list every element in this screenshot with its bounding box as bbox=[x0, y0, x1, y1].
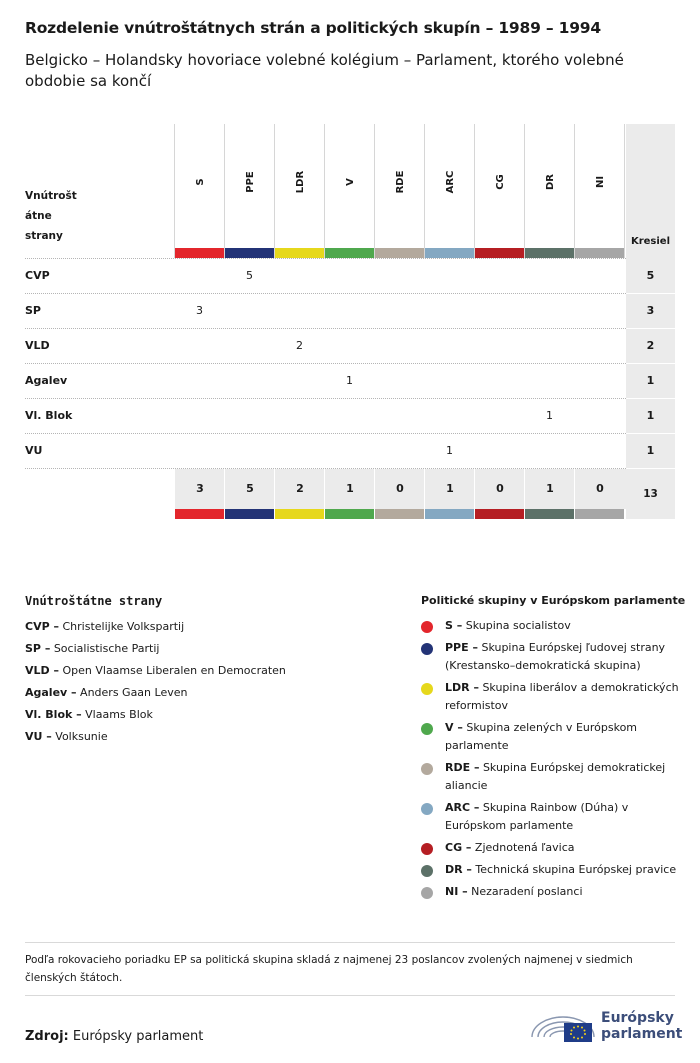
column-header-ppe bbox=[238, 170, 262, 194]
column-separator bbox=[474, 124, 475, 258]
political-group-legend-item bbox=[445, 883, 680, 901]
column-color-bar bbox=[275, 509, 324, 519]
row-label: SP bbox=[25, 304, 41, 317]
column-color-bar bbox=[275, 248, 324, 258]
column-color-bar bbox=[525, 248, 574, 258]
row-header-line: Vnútrošt bbox=[25, 190, 77, 202]
group-color-dot-icon bbox=[421, 621, 433, 633]
political-group-legend-item bbox=[445, 861, 680, 879]
source-label: Zdroj: bbox=[25, 1029, 69, 1044]
table-cell: 1 bbox=[446, 444, 453, 457]
column-header-s bbox=[188, 170, 212, 194]
legend-abbreviation: DR – bbox=[445, 863, 472, 876]
chart-title: Rozdelenie vnútroštátnych strán a politických skupín – 1989 – 1994 bbox=[25, 19, 601, 37]
source-line bbox=[25, 1029, 203, 1044]
logo-text bbox=[601, 1010, 682, 1042]
column-separator bbox=[624, 124, 625, 258]
legend-abbreviation: LDR – bbox=[445, 681, 479, 694]
column-header-label: RDE bbox=[394, 170, 406, 194]
column-header-label: ARC bbox=[444, 170, 456, 194]
column-separator bbox=[224, 124, 225, 258]
row-label: VLD bbox=[25, 339, 50, 352]
legend-abbreviation: CVP – bbox=[25, 620, 59, 633]
row-header bbox=[25, 186, 95, 246]
column-color-bar bbox=[475, 509, 524, 519]
legend-full-name: Skupina Európskej demokratickej aliancie bbox=[445, 761, 666, 792]
legend-abbreviation: V – bbox=[445, 721, 463, 734]
logo-line: parlament bbox=[601, 1026, 683, 1042]
column-header-arc bbox=[438, 170, 462, 194]
column-separator bbox=[524, 124, 525, 258]
column-header-rde bbox=[388, 170, 412, 194]
row-total: 3 bbox=[646, 304, 655, 317]
column-header-ldr bbox=[288, 170, 312, 194]
table-cell: 5 bbox=[246, 269, 253, 282]
column-header-label: NI bbox=[594, 175, 606, 189]
group-color-dot-icon bbox=[421, 763, 433, 775]
legend-abbreviation: Agalev – bbox=[25, 686, 77, 699]
legend-abbreviation: PPE – bbox=[445, 641, 478, 654]
political-group-legend-item bbox=[445, 839, 680, 857]
group-color-dot-icon bbox=[421, 683, 433, 695]
political-group-legend-item bbox=[445, 759, 680, 795]
column-header-label: DR bbox=[544, 174, 556, 191]
column-color-bar bbox=[325, 509, 374, 519]
column-header-label: CG bbox=[494, 174, 506, 190]
table-cell: 3 bbox=[196, 304, 203, 317]
column-color-bar bbox=[575, 509, 624, 519]
column-total: 0 bbox=[396, 482, 404, 495]
political-group-legend-item bbox=[445, 799, 680, 835]
column-total: 1 bbox=[446, 482, 454, 495]
national-party-legend-item bbox=[25, 664, 286, 677]
column-color-bar bbox=[175, 509, 224, 519]
legend-full-name: Skupina zelených v Európskom parlamente bbox=[445, 721, 638, 752]
column-color-bar bbox=[525, 509, 574, 519]
column-separator bbox=[174, 124, 175, 258]
column-header-v bbox=[338, 170, 362, 194]
legend-abbreviation: SP – bbox=[25, 642, 51, 655]
column-color-bar bbox=[425, 509, 474, 519]
column-color-bar bbox=[175, 248, 224, 258]
political-group-legend-item bbox=[445, 617, 680, 635]
national-party-legend-item bbox=[25, 642, 159, 655]
column-color-bar bbox=[225, 509, 274, 519]
group-color-dot-icon bbox=[421, 643, 433, 655]
column-header-dr bbox=[538, 170, 562, 194]
table-cell: 2 bbox=[296, 339, 303, 352]
legend-full-name: Anders Gaan Leven bbox=[76, 686, 188, 699]
row-label: CVP bbox=[25, 269, 50, 282]
column-color-bar bbox=[375, 248, 424, 258]
column-separator bbox=[574, 124, 575, 258]
legend-abbreviation: Vl. Blok – bbox=[25, 708, 82, 721]
legend-full-name: Christelijke Volkspartij bbox=[58, 620, 185, 633]
row-divider bbox=[25, 433, 626, 434]
row-label: Vl. Blok bbox=[25, 409, 73, 422]
legend-abbreviation: VU – bbox=[25, 730, 52, 743]
row-header-line: átne bbox=[25, 210, 52, 222]
source-value: Európsky parlament bbox=[68, 1029, 204, 1044]
group-color-dot-icon bbox=[421, 723, 433, 735]
column-total: 1 bbox=[546, 482, 554, 495]
grand-total: 13 bbox=[626, 469, 675, 519]
row-label: VU bbox=[25, 444, 43, 457]
footnote: Podľa rokovacieho poriadku EP sa politická skupina skladá z najmenej 23 poslancov zvolených najmenej v siedmich členských štátoch. bbox=[25, 954, 633, 984]
logo-line: Európsky bbox=[601, 1010, 674, 1026]
political-group-legend-item bbox=[445, 679, 680, 715]
political-group-legend-item bbox=[445, 639, 680, 675]
legend-full-name: Volksunie bbox=[51, 730, 108, 743]
legend-full-name: Open Vlaamse Liberalen en Democraten bbox=[58, 664, 286, 677]
legend-full-name: Skupina liberálov a demokratických reformistov bbox=[445, 681, 679, 712]
legend-full-name: Vlaams Blok bbox=[81, 708, 153, 721]
legend-abbreviation: S – bbox=[445, 619, 463, 632]
group-color-dot-icon bbox=[421, 865, 433, 877]
column-total: 2 bbox=[296, 482, 304, 495]
column-header-label: S bbox=[194, 178, 206, 186]
row-total: 5 bbox=[646, 269, 655, 282]
legend-abbreviation: ARC – bbox=[445, 801, 480, 814]
column-color-bar bbox=[325, 248, 374, 258]
legend-abbreviation: NI – bbox=[445, 885, 468, 898]
legend-full-name: Socialistische Partij bbox=[50, 642, 160, 655]
national-parties-legend-title: Vnútroštátne strany bbox=[25, 594, 163, 608]
political-group-legend-item bbox=[445, 719, 680, 755]
row-label: Agalev bbox=[25, 374, 68, 387]
column-total: 0 bbox=[596, 482, 604, 495]
national-party-legend-item bbox=[25, 730, 108, 743]
column-header-label: V bbox=[344, 178, 356, 186]
political-groups-legend-title: Politické skupiny v Európskom parlamente bbox=[421, 594, 686, 607]
row-total: 1 bbox=[646, 444, 655, 457]
legend-abbreviation: RDE – bbox=[445, 761, 480, 774]
seat-distribution-table bbox=[0, 0, 700, 530]
divider bbox=[25, 942, 675, 943]
row-total: 1 bbox=[646, 374, 655, 387]
divider bbox=[25, 995, 675, 996]
national-party-legend-item bbox=[25, 686, 187, 699]
row-total: 1 bbox=[646, 409, 655, 422]
column-header-cg bbox=[488, 170, 512, 194]
column-color-bar bbox=[425, 248, 474, 258]
column-color-bar bbox=[225, 248, 274, 258]
row-divider bbox=[25, 293, 626, 294]
column-total: 1 bbox=[346, 482, 354, 495]
legend-full-name: Skupina Rainbow (Dúha) v Európskom parlamente bbox=[445, 801, 629, 832]
column-color-bar bbox=[475, 248, 524, 258]
column-separator bbox=[424, 124, 425, 258]
seats-header: Kresiel bbox=[630, 236, 671, 247]
legend-full-name: Zjednotená ľavica bbox=[471, 841, 575, 854]
group-color-dot-icon bbox=[421, 887, 433, 899]
legend-abbreviation: CG – bbox=[445, 841, 472, 854]
national-party-legend-item bbox=[25, 620, 184, 633]
column-header-label: PPE bbox=[244, 171, 256, 193]
column-header-label: LDR bbox=[294, 170, 306, 194]
table-cell: 1 bbox=[346, 374, 353, 387]
row-divider bbox=[25, 258, 626, 259]
column-total: 5 bbox=[246, 482, 254, 495]
column-separator bbox=[374, 124, 375, 258]
column-header-ni bbox=[588, 170, 612, 194]
column-separator bbox=[324, 124, 325, 258]
column-color-bar bbox=[375, 509, 424, 519]
legend-full-name: Technická skupina Európskej pravice bbox=[471, 863, 677, 876]
legend-abbreviation: VLD – bbox=[25, 664, 59, 677]
chart-subtitle: Belgicko – Holandsky hovoriace volebné kolégium – Parlament, ktorého volebné obdobie sa končí bbox=[25, 51, 624, 90]
group-color-dot-icon bbox=[421, 843, 433, 855]
column-separator bbox=[274, 124, 275, 258]
column-total: 3 bbox=[196, 482, 204, 495]
table-cell: 1 bbox=[546, 409, 553, 422]
group-color-dot-icon bbox=[421, 803, 433, 815]
row-header-line: strany bbox=[25, 230, 63, 242]
row-total: 2 bbox=[646, 339, 655, 352]
national-party-legend-item bbox=[25, 708, 153, 721]
column-total: 0 bbox=[496, 482, 504, 495]
legend-full-name: Nezaradení poslanci bbox=[467, 885, 583, 898]
column-color-bar bbox=[575, 248, 624, 258]
legend-full-name: Skupina Európskej ľudovej strany (Krestansko–demokratická skupina) bbox=[445, 641, 666, 672]
row-divider bbox=[25, 328, 626, 329]
legend-full-name: Skupina socialistov bbox=[462, 619, 571, 632]
